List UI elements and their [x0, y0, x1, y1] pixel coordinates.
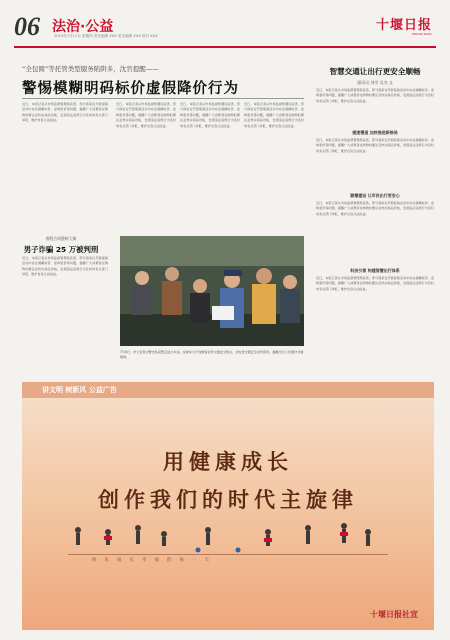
lead-body-col-3: 近日，本报记者从市场监督管理局获悉，部分商家在开展促销活动中存在模糊标价、虚构原价等问题，提醒广大消费者在购物时要注意核实商品价格，发现违法违规行为及时向有关部门举报，维护自身合法权益。	[180, 102, 240, 128]
ad-label: 讲文明 树新风 公益广告	[42, 386, 117, 394]
right-body-4: 近日，本报记者从市场监督管理局获悉，部分商家在开展促销活动中存在模糊标价、虚构原价等问题，提醒广大消费者在购物时要注意核实商品价格，发现违法违规行为及时向有关部门举报，维护自身合法权益。	[316, 276, 434, 291]
police-photo-illustration	[120, 236, 304, 346]
left-body: 近日，本报记者从市场监督管理局获悉，部分商家在开展促销活动中存在模糊标价、虚构原价等问题，提醒广大消费者在购物时要注意核实商品价格，发现违法违规行为及时向有关部门举报，维护自身合法权益。	[22, 256, 108, 277]
ad-slogan-line-1: 用健康成长	[163, 450, 293, 474]
right-subhead-2: 顺德建设 让市民出行更安心	[350, 193, 400, 198]
left-kicker: 携程合网整顿大揭	[45, 236, 77, 241]
ad-slogan-line-2: 创作我们的时代主旋律	[98, 488, 358, 512]
right-body-3: 近日，本报记者从市场监督管理局获悉，部分商家在开展促销活动中存在模糊标价、虚构原价等问题，提醒广大消费者在购物时要注意核实商品价格，发现违法违规行为及时向有关部门举报，维护自身合法权益。	[316, 201, 434, 216]
lead-article	[22, 64, 302, 98]
children-silhouettes-icon	[68, 522, 388, 556]
right-body-1: 近日，本报记者从市场监督管理局获悉，部分商家在开展促销活动中存在模糊标价、虚构原价等问题，提醒广大消费者在购物时要注意核实商品价格，发现违法违规行为及时向有关部门举报，维护自身合法权益。	[316, 88, 434, 103]
masthead-subtitle: SHIYAN DAILY	[411, 32, 432, 36]
left-headline: 男子诈骗 25 万被判刑	[23, 245, 99, 254]
left-article	[22, 236, 100, 255]
ad-label-bar	[22, 382, 434, 398]
lead-body-col-4: 近日，本报记者从市场监督管理局获悉，部分商家在开展促销活动中存在模糊标价、虚构原价等问题，提醒广大消费者在购物时要注意核实商品价格，发现违法违规行为及时向有关部门举报，维护自身合法权益。	[244, 102, 304, 128]
right-subhead-1: 提速慢道 加快推进新格局	[352, 130, 398, 135]
news-photo	[120, 236, 304, 346]
masthead-logo: 十堰日报	[375, 18, 432, 33]
page-header	[14, 10, 436, 50]
lead-rule	[22, 98, 304, 99]
header-rule	[14, 46, 436, 48]
right-article	[316, 66, 434, 86]
page-number: 06	[14, 12, 40, 41]
issue-meta: 2019年7月11日 星期四 责任编辑 XXX 美术编辑 XXX 校对 XXX	[54, 34, 158, 38]
photo-caption: 7月4日，市公安局交警支队民警走进火车站，在候车大厅向旅客宣传交通安全知识，并发放交通安全宣传资料，提醒出行人员遵守交通规则。	[120, 350, 304, 359]
ad-ground-line	[68, 554, 388, 555]
ad-caption: 快乐成长幸福的每一天	[92, 558, 217, 563]
lead-body-col-1: 近日，本报记者从市场监督管理局获悉，部分商家在开展促销活动中存在模糊标价、虚构原价等问题，提醒广大消费者在购物时要注意核实商品价格，发现违法违规行为及时向有关部门举报，维护自身合法权益。	[22, 102, 108, 123]
right-body-2: 近日，本报记者从市场监督管理局获悉，部分商家在开展促销活动中存在模糊标价、虚构原价等问题，提醒广大消费者在购物时要注意核实商品价格，发现违法违规行为及时向有关部门举报，维护自身合法权益。	[316, 138, 434, 153]
ad-sponsor-logo: 十堰日报社宣	[370, 610, 418, 619]
right-byline: 通讯员 刘雪 吴杰 文	[357, 80, 393, 85]
lead-kicker: “全包圆”等托管类型服务陷阱多，沈官提醒——	[22, 65, 159, 73]
section-title: 法治·公益	[52, 19, 114, 35]
right-headline: 智慧交通让出行更安全顺畅	[329, 67, 421, 76]
lead-body-col-2: 近日，本报记者从市场监督管理局获悉，部分商家在开展促销活动中存在模糊标价、虚构原价等问题，提醒广大消费者在购物时要注意核实商品价格，发现违法违规行为及时向有关部门举报，维护自身合法权益。	[116, 102, 176, 128]
lead-headline: 警惕模糊明码标价虚假降价行为	[22, 81, 239, 97]
public-service-ad	[22, 382, 434, 630]
right-subhead-3: 科技引领 构建智慧出行体系	[350, 268, 400, 273]
